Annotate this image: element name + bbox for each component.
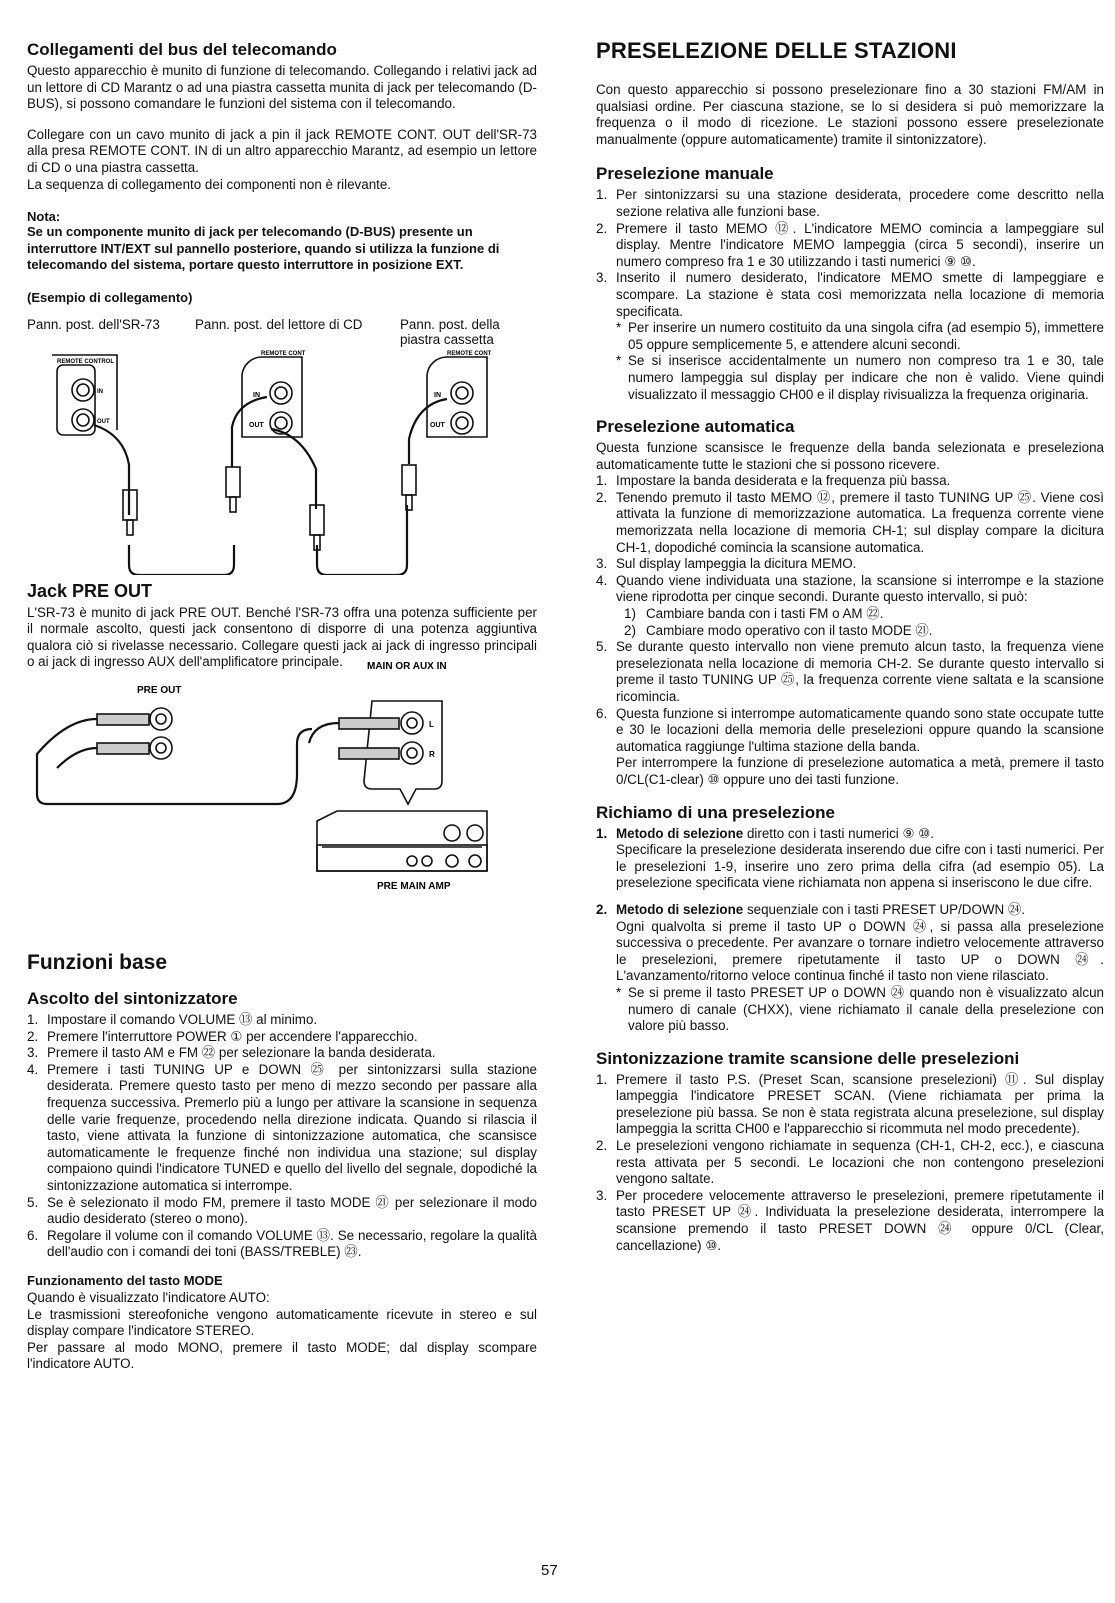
list-item: 2. Le preselezioni vengono richiamate in sequenza (CH-1, CH-2, ecc.), e ciascuna resta attivata per 5 secondi. Le locazioni che non contengono preselezioni vengono saltate. xyxy=(596,1138,1104,1187)
list-item: 2. Metodo di selezione sequenziale con i tasti PRESET UP/DOWN ㉔. Ogni qualvolta si preme il tasto UP o DOWN ㉔, si passa alla preselezione successiva o precedente. Per avanzare o tornare indietro velocemente attraverso le preselezioni, premere ripetutamente il tasto UP o DOWN ㉔. L'avanzamento/ritorno veloce continua finché il tasto non viene rilasciato. * Se si preme il tasto PRESET UP o DOWN ㉔ quando non è visualizzato alcun numero di canale (CHXX), viene richiamato il canale della preselezione con valore più basso. xyxy=(596,901,1104,1034)
list-item: 1. Per sintonizzarsi su una stazione desiderata, procedere come descritto nella sezione relativa alle funzioni base. xyxy=(596,187,1104,219)
auto-sub-item-1: 1) Cambiare banda con i tasti FM o AM ㉒. xyxy=(624,606,884,622)
list-item: 6. Questa funzione si interrompe automaticamente quando sono state occupate tutte e 30 le locazioni della memoria delle preselezioni oppure quando la scansione automatica raggiunge l'ultima stazione della banda. Per interrompere la funzione di preselezione automatica a metà, premere il tasto 0/CL(C1-clear) ⑩ oppure uno dei tasti funzione. xyxy=(596,705,1104,787)
list-item: 5. Se durante questo intervallo non viene premuto alcun tasto, la frequenza viene preselezionata nella locazione di memoria CH-2. Se durante questo intervallo si preme il tasto TUNING UP ㉕, la frequenza corrente viene saltata e la scansione ricomincia. xyxy=(596,639,1104,704)
panel-label-cd: Pann. post. del lettore di CD xyxy=(195,316,363,332)
pre-out-heading: Jack PRE OUT xyxy=(27,580,153,601)
list-item: 4. Quando viene individuata una stazione, la scansione si interrompe e la stazione viene riprodotta per cinque secondi. Durante questo intervallo, si può: 1) Cambiare banda con i tasti FM o AM ㉒. 2) Cambiare modo operativo con il tasto MODE ㉑. xyxy=(596,572,1104,638)
station-presets-intro: Con questo apparecchio si possono preselezionare fino a 30 stazioni FM/AM in qualsiasi ordine. Per ciascuna stazione, se lo si desidera si può memorizzare la frequenza o il modo di ricezione. Le stazioni possono essere preselezionate manualmente (oppure automaticamente) tramite il sintonizzatore). xyxy=(596,82,1104,147)
list-item: 1. Metodo di selezione diretto con i tasti numerici ⑨ ⑩. Specificare la preselezione desiderata inserendo due cifre con i tasti numerici. Per le preselezioni 1-9, inserire uno zero prima della cifra (ad esempio 05). La preselezione specificata viene richiamata non appena si inseriscono le due cifre. xyxy=(596,825,1104,891)
list-item: 2. Premere l'interruttore POWER ① per accendere l'apparecchio. xyxy=(27,1028,418,1044)
recall-preset-heading: Richiamo di una preselezione xyxy=(596,802,836,822)
list-item: 2. Premere il tasto MEMO ⑫. L'indicatore MEMO comincia a lampeggiare sul display. Mentre l'indicatore MEMO lampeggia (circa 5 secondi), inserire un numero compreso fra 1 e 30 utilizzando i tasti numerici ⑨ ⑩. xyxy=(596,220,1104,269)
manual-note-2: * Se si inserisce accidentalmente un numero non compreso tra 1 e 30, tale numero lampeggia sul display per indicare che non è valido. Viene quindi visualizzato il messaggio CH00 e il display rivisualizza la frequenza originaria. xyxy=(616,353,1104,402)
list-item: 3. Inserito il numero desiderato, l'indicatore MEMO smette di lampeggiare e scompare. La stazione è stata così memorizzata nella locazione di memoria specificata. * Per inserire un numero costituito da una singola cifra (ad esempio 5), immettere 05 oppure semplicemente 5, e attendere alcuni secondi. * Se si inserisce accidentalmente un numero non compreso tra 1 e 30, tale numero lampeggia sul display per indicare che non è valido. Viene quindi visualizzato il messaggio CH00 e il display rivisualizza la frequenza originaria. xyxy=(596,270,1104,402)
remote-bus-heading: Collegamenti del bus del telecomando xyxy=(27,40,337,59)
remote-bus-paragraph-2: Collegare con un cavo munito di jack a pin il jack REMOTE CONT. OUT dell'SR-73 alla presa REMOTE CONT. IN di un altro apparecchio Marantz, ad esempio un lettore di CD o una piastra cassetta. xyxy=(27,126,537,175)
cd-in-label: IN xyxy=(253,391,260,399)
preset-scan-list xyxy=(596,1072,1104,1255)
mode-paragraph-1: Quando è visualizzato l'indicatore AUTO: xyxy=(27,1289,270,1305)
cassette-remote-cont-label: REMOTE CONT xyxy=(447,350,492,357)
mode-paragraph-2: Le trasmissioni stereofoniche vengono automaticamente ricevute in stereo e sul display compare l'indicatore STEREO. xyxy=(27,1306,537,1339)
right-channel-label: R xyxy=(429,750,435,760)
auto-sub-item-2: 2) Cambiare modo operativo con il tasto MODE ㉑. xyxy=(624,622,933,638)
sr73-out-label: OUT xyxy=(97,418,110,425)
manual-note-1: * Per inserire un numero costituito da una singola cifra (ad esempio 5), immettere 05 oppure semplicemente 5, e attendere alcuni secondi. xyxy=(616,320,1104,352)
note-heading: Nota: xyxy=(27,209,61,225)
list-item: 1. Premere il tasto P.S. (Preset Scan, scansione preselezioni) ⑪. Sul display lampeggia l'indicatore PRESET SCAN. (Viene richiamata per prima la preselezione più bassa. Se non è stata registrata alcuna preselezione, sul display lampeggia la scritta CH00 e l'apparecchio si ricommuta nel modo precedente). xyxy=(596,1071,1104,1137)
auto-preset-heading: Preselezione automatica xyxy=(596,417,795,437)
list-item: 1. Impostare la banda desiderata e la frequenza più bassa. xyxy=(596,473,951,489)
main-or-aux-label: MAIN OR AUX IN xyxy=(367,661,447,673)
pre-main-amp-label: PRE MAIN AMP xyxy=(377,881,451,893)
manual-preset-heading: Preselezione manuale xyxy=(596,164,774,184)
list-item: 3. Sul display lampeggia la dicitura MEMO. xyxy=(596,556,857,572)
list-item: 1. Impostare il comando VOLUME ⑬ al minimo. xyxy=(27,1012,318,1028)
recall-note: * Se si preme il tasto PRESET UP o DOWN ㉔ quando non è visualizzato alcun numero di canale (CHXX), viene richiamato il canale della preselezione con valore più basso. xyxy=(616,984,1104,1034)
manual-preset-list xyxy=(596,187,1104,403)
recall-direct-body: Specificare la preselezione desiderata inserendo due cifre con i tasti numerici. Per le preselezioni 1-9, inserire uno zero prima della cifra (ad esempio 05). La preselezione specificata viene richiamata non appena si inseriscono le due cifre. xyxy=(616,842,1104,891)
tuner-listening-heading: Ascolto del sintonizzatore xyxy=(27,989,238,1009)
remote-connection-diagram xyxy=(27,345,537,575)
remote-bus-paragraph-1: Questo apparecchio è munito di funzione di telecomando. Collegando i relativi jack ad un lettore di CD Marantz o ad una piastra cassetta munita di jack per telecomando (D-BUS), si possono comandare le funzioni del sistema con il telecomando. xyxy=(27,63,537,112)
list-item: 4. Premere i tasti TUNING UP e DOWN ㉕ per sintonizzarsi sulla stazione desiderata. Premere questo tasto per meno di mezzo secondo per passare alla frequenza successiva. Premerlo più a lungo per attivare la scansione in sequenza delle varie frequenze, procedendo nella direzione indicata. Quando si rilascia il tasto, viene attivata la funzione di sintonizzazione automatica, che scansisce automaticamente le frequenze finché non individua una stazione; sul display compaiono quindi l'indicatore TUNED e quello del livello del segnale, dopodiché la sintonizzazione automatica si interrompe. xyxy=(27,1061,537,1193)
sr73-in-label: IN xyxy=(97,388,103,395)
list-item: 3. Premere il tasto AM e FM ㉒ per selezionare la banda desiderata. xyxy=(27,1045,436,1061)
list-item: 2. Tenendo premuto il tasto MEMO ⑫, premere il tasto TUNING UP ㉕. Viene così attivata la funzione di memorizzazione automatica. La frequenza corrente viene memorizzata nella locazione di memoria CH-1; sul display compare la dicitura CH-1, dopodiché comincia la scansione automatica. xyxy=(596,489,1104,555)
auto-preset-intro: Questa funzione scansisce le frequenze della banda selezionata e preseleziona automaticamente tutte le stazioni che si possono ricevere. xyxy=(596,440,1104,472)
pre-out-diagram xyxy=(27,661,537,911)
mode-paragraph-3: Per passare al modo MONO, premere il tasto MODE; dal display scompare l'indicatore AUTO. xyxy=(27,1339,537,1372)
panel-label-cassette: Pann. post. della piastra cassetta xyxy=(400,316,500,347)
station-presets-heading: PRESELEZIONE DELLE STAZIONI xyxy=(596,38,957,63)
remote-bus-paragraph-3: La sequenza di collegamento dei componenti non è rilevante. xyxy=(27,176,392,192)
cd-remote-cont-label: REMOTE CONT xyxy=(261,350,306,357)
pre-out-label: PRE OUT xyxy=(137,685,182,697)
list-item: 6. Regolare il volume con il comando VOLUME ⑬. Se necessario, regolare la qualità dell'audio con i comandi dei toni (BASS/TREBLE) ㉓. xyxy=(27,1227,537,1260)
recall-preset-list xyxy=(596,826,1104,1035)
left-channel-label: L xyxy=(429,720,434,730)
auto-interrupt-text: Per interrompere la funzione di preselezione automatica a metà, premere il tasto 0/CL(C1-clear) ⑩ oppure uno dei tasti funzione. xyxy=(616,755,1104,787)
note-text: Se un componente munito di jack per telecomando (D-BUS) presente un interruttore INT/EXT sul pannello posteriore, quando si utilizza la funzione di telecomando del sistema, portare questo interruttore in posizione EXT. xyxy=(27,224,500,273)
tuner-listening-list xyxy=(27,1012,537,1261)
list-item: 5. Se è selezionato il modo FM, premere il tasto MODE ㉑ per selezionare il modo audio desiderato (stereo o mono). xyxy=(27,1194,537,1227)
preset-scan-heading: Sintonizzazione tramite scansione delle preselezioni xyxy=(596,1048,1020,1068)
basic-functions-heading: Funzioni base xyxy=(27,951,168,975)
left-column xyxy=(27,40,537,1373)
right-column xyxy=(596,40,1104,1254)
remote-control-label: REMOTE CONTROL xyxy=(57,358,114,365)
panel-label-sr73: Pann. post. dell'SR-73 xyxy=(27,316,160,332)
mode-button-heading: Funzionamento del tasto MODE xyxy=(27,1272,223,1288)
cd-out-label: OUT xyxy=(249,421,264,429)
page-number: 57 xyxy=(541,1562,558,1579)
pre-out-text: L'SR-73 è munito di jack PRE OUT. Benché l'SR-73 offra una potenza sufficiente per il normale ascolto, questi jack consentono di disporre di una potenza aggiuntiva qualora ciò si rivelasse necessario. Collegare questi jack ai jack di ingresso principali o ai jack di ingresso AUX dell'amplificatore principale. xyxy=(27,604,537,670)
panel-labels xyxy=(27,317,537,347)
list-item: 3. Per procedere velocemente attraverso le preselezioni, premere ripetutamente il tasto PRESET UP ㉔. Individuata la preselezione desiderata, interrompere la scansione premendo il tasto PRESET DOWN ㉔ oppure 0/CL (Clear, cancellazione) ⑩. xyxy=(596,1187,1104,1253)
cassette-out-label: OUT xyxy=(430,421,445,429)
recall-sequential-body: Ogni qualvolta si preme il tasto UP o DOWN ㉔, si passa alla preselezione successiva o precedente. Per avanzare o tornare indietro velocemente attraverso le preselezioni, premere ripetutamente il tasto UP o DOWN ㉔. L'avanzamento/ritorno veloce continua finché il tasto non viene rilasciato. xyxy=(616,918,1104,984)
cassette-in-label: IN xyxy=(434,391,441,399)
auto-preset-list xyxy=(596,473,1104,788)
connection-example-heading: (Esempio di collegamento) xyxy=(27,289,193,305)
